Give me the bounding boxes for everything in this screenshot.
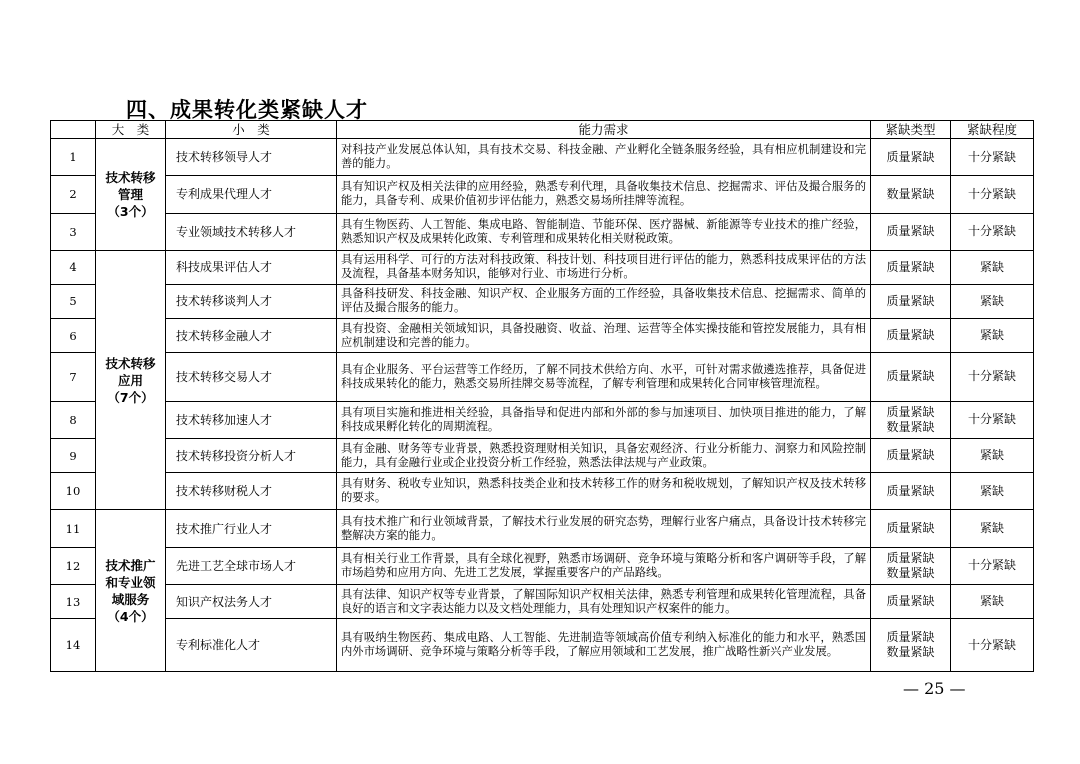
- table-row: [51, 176, 1034, 213]
- table-row: [51, 510, 1034, 547]
- shortage-level-cell: 十分紧缺: [951, 213, 1034, 250]
- subcategory-cell: 技术转移财税人才: [166, 473, 337, 510]
- shortage-level-cell: 紧缺: [951, 284, 1034, 318]
- subcategory-cell: 技术转移谈判人才: [166, 284, 337, 318]
- row-number: 1: [51, 139, 96, 176]
- shortage-type-cell: 质量紧缺: [871, 284, 951, 318]
- table-row: [51, 439, 1034, 473]
- table-row: [51, 284, 1034, 318]
- subcategory-cell: 专利标准化人才: [166, 619, 337, 672]
- subcategory-cell: 技术转移领导人才: [166, 139, 337, 176]
- subcategory-cell: 技术转移金融人才: [166, 319, 337, 353]
- shortage-type-cell: 质量紧缺: [871, 139, 951, 176]
- requirement-cell: 具有吸纳生物医药、集成电路、人工智能、先进制造等领域高价值专利纳入标准化的能力和水平，熟悉国内外市场调研、竞争环境与策略分析等手段，了解应用领域和工艺发展，推广战略性新兴产业发展。: [337, 619, 871, 672]
- table-row: [51, 250, 1034, 284]
- row-number: 7: [51, 353, 96, 402]
- category-cell: 技术推广 和专业领 域服务 （4个）: [96, 510, 166, 672]
- page-number: — 25 —: [903, 679, 966, 698]
- header-subcategory: 小 类: [166, 121, 337, 139]
- row-number: 8: [51, 401, 96, 438]
- requirement-cell: 具有金融、财务等专业背景，熟悉投资理财相关知识，具备宏观经济、行业分析能力、洞察力和风险控制能力，具有金融行业或企业投资分析工作经验，熟悉法律法规与产业政策。: [337, 439, 871, 473]
- subcategory-cell: 专业领域技术转移人才: [166, 213, 337, 250]
- requirement-cell: 具有项目实施和推进相关经验，具备指导和促进内部和外部的参与加速项目、加快项目推进的能力，了解科技成果孵化转化的周期流程。: [337, 401, 871, 438]
- shortage-level-cell: 十分紧缺: [951, 139, 1034, 176]
- row-number: 5: [51, 284, 96, 318]
- requirement-cell: 对科技产业发展总体认知，具有技术交易、科技金融、产业孵化全链条服务经验，具有相应机制建设和完善的能力。: [337, 139, 871, 176]
- talent-table: [50, 120, 1034, 672]
- table-row: [51, 401, 1034, 438]
- shortage-type-cell: 质量紧缺: [871, 510, 951, 547]
- shortage-level-cell: 紧缺: [951, 473, 1034, 510]
- row-number: 6: [51, 319, 96, 353]
- shortage-type-cell: 质量紧缺 数量紧缺: [871, 547, 951, 584]
- table-row: [51, 584, 1034, 618]
- shortage-level-cell: 紧缺: [951, 250, 1034, 284]
- row-number: 13: [51, 584, 96, 618]
- shortage-level-cell: 紧缺: [951, 510, 1034, 547]
- shortage-level-cell: 十分紧缺: [951, 547, 1034, 584]
- table-body: [51, 139, 1034, 672]
- shortage-type-cell: 数量紧缺: [871, 176, 951, 213]
- subcategory-cell: 技术转移交易人才: [166, 353, 337, 402]
- category-cell: 技术转移 管理 （3个）: [96, 139, 166, 251]
- shortage-level-cell: 十分紧缺: [951, 401, 1034, 438]
- requirement-cell: 具有运用科学、可行的方法对科技政策、科技计划、科技项目进行评估的能力，熟悉科技成果评估的方法及流程，具备基本财务知识，能够对行业、市场进行分析。: [337, 250, 871, 284]
- table-row: [51, 619, 1034, 672]
- header-index: [51, 121, 96, 139]
- shortage-level-cell: 十分紧缺: [951, 353, 1034, 402]
- requirement-cell: 具有技术推广和行业领域背景，了解技术行业发展的研究态势，理解行业客户痛点，具备设计技术转移完整解决方案的能力。: [337, 510, 871, 547]
- shortage-level-cell: 紧缺: [951, 584, 1034, 618]
- shortage-type-cell: 质量紧缺 数量紧缺: [871, 619, 951, 672]
- shortage-type-cell: 质量紧缺: [871, 319, 951, 353]
- requirement-cell: 具有企业服务、平台运营等工作经历，了解不同技术供给方向、水平，可针对需求做遴选推荐，具备促进科技成果转化的能力，熟悉交易所挂牌交易等流程，了解专利管理和成果转化合同审核管理流程。: [337, 353, 871, 402]
- shortage-type-cell: 质量紧缺: [871, 473, 951, 510]
- table-row: [51, 547, 1034, 584]
- table-header-row: [51, 121, 1034, 139]
- subcategory-cell: 技术转移加速人才: [166, 401, 337, 438]
- page-title: 四、成果转化类紧缺人才: [126, 98, 368, 122]
- subcategory-cell: 科技成果评估人才: [166, 250, 337, 284]
- requirement-cell: 具有生物医药、人工智能、集成电路、智能制造、节能环保、医疗器械、新能源等专业技术的推广经验，熟悉知识产权及成果转化政策、专利管理和成果转化相关财税政策。: [337, 213, 871, 250]
- subcategory-cell: 技术推广行业人才: [166, 510, 337, 547]
- row-number: 12: [51, 547, 96, 584]
- subcategory-cell: 知识产权法务人才: [166, 584, 337, 618]
- shortage-type-cell: 质量紧缺 数量紧缺: [871, 401, 951, 438]
- shortage-type-cell: 质量紧缺: [871, 213, 951, 250]
- requirement-cell: 具有知识产权及相关法律的应用经验，熟悉专利代理，具备收集技术信息、挖掘需求、评估及撮合服务的能力，具备专利、成果价值初步评估能力，熟悉交易场所挂牌等流程。: [337, 176, 871, 213]
- row-number: 2: [51, 176, 96, 213]
- row-number: 9: [51, 439, 96, 473]
- subcategory-cell: 专利成果代理人才: [166, 176, 337, 213]
- category-cell: 技术转移 应用 （7个）: [96, 250, 166, 510]
- requirement-cell: 具有投资、金融相关领域知识，具备投融资、收益、治理、运营等全体实操技能和管控发展能力，具有相应机制建设和完善的能力。: [337, 319, 871, 353]
- table-row: [51, 319, 1034, 353]
- shortage-type-cell: 质量紧缺: [871, 439, 951, 473]
- subcategory-cell: 先进工艺全球市场人才: [166, 547, 337, 584]
- header-shortage-level: 紧缺程度: [951, 121, 1034, 139]
- header-shortage-type: 紧缺类型: [871, 121, 951, 139]
- table-row: [51, 213, 1034, 250]
- shortage-type-cell: 质量紧缺: [871, 584, 951, 618]
- requirement-cell: 具有相关行业工作背景，具有全球化视野，熟悉市场调研、竞争环境与策略分析和客户调研等手段，了解市场趋势和应用方向、先进工艺发展，掌握重要客户的产品路线。: [337, 547, 871, 584]
- requirement-cell: 具有法律、知识产权等专业背景，了解国际知识产权相关法律，熟悉专利管理和成果转化管理流程，具备良好的语言和文字表达能力以及文档处理能力，具有处理知识产权案件的能力。: [337, 584, 871, 618]
- row-number: 4: [51, 250, 96, 284]
- shortage-level-cell: 十分紧缺: [951, 176, 1034, 213]
- shortage-type-cell: 质量紧缺: [871, 353, 951, 402]
- header-category: 大 类: [96, 121, 166, 139]
- shortage-level-cell: 紧缺: [951, 439, 1034, 473]
- row-number: 3: [51, 213, 96, 250]
- row-number: 11: [51, 510, 96, 547]
- shortage-level-cell: 紧缺: [951, 319, 1034, 353]
- shortage-type-cell: 质量紧缺: [871, 250, 951, 284]
- requirement-cell: 具有财务、税收专业知识，熟悉科技类企业和技术转移工作的财务和税收规划，了解知识产权及技术转移的要求。: [337, 473, 871, 510]
- table-row: [51, 139, 1034, 176]
- row-number: 14: [51, 619, 96, 672]
- table-row: [51, 473, 1034, 510]
- subcategory-cell: 技术转移投资分析人才: [166, 439, 337, 473]
- row-number: 10: [51, 473, 96, 510]
- header-requirement: 能力需求: [337, 121, 871, 139]
- requirement-cell: 具备科技研发、科技金融、知识产权、企业服务方面的工作经验，具备收集技术信息、挖掘需求、简单的评估及撮合服务的能力。: [337, 284, 871, 318]
- table-row: [51, 353, 1034, 402]
- shortage-level-cell: 十分紧缺: [951, 619, 1034, 672]
